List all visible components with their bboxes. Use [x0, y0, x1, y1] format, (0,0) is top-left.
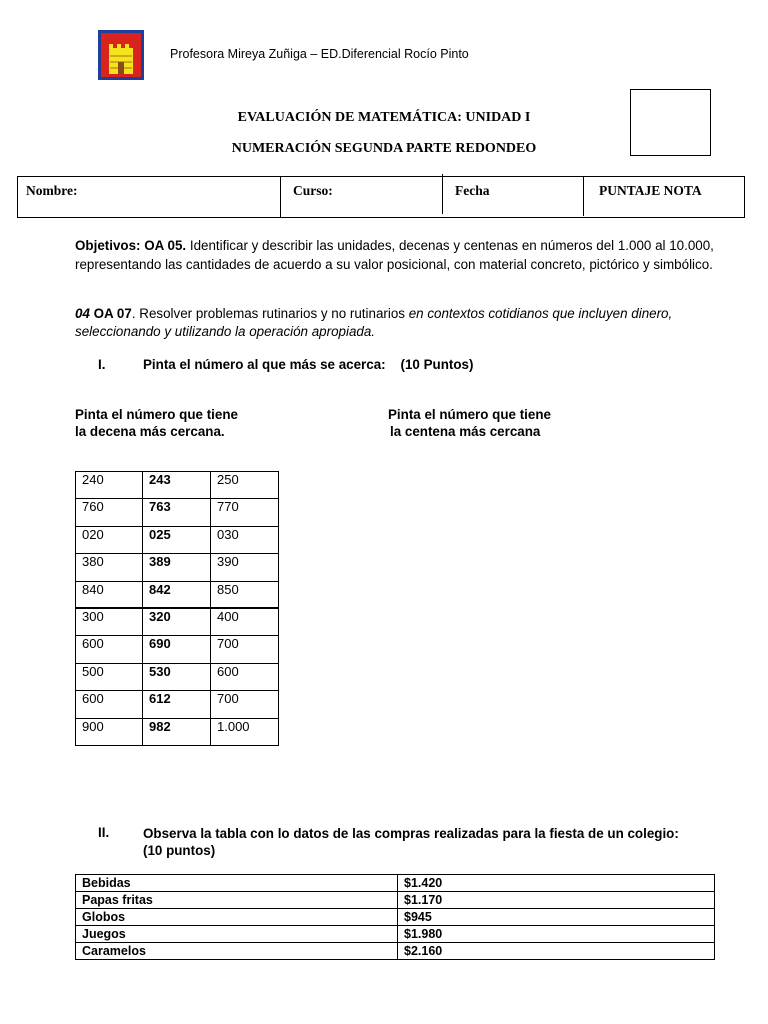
option-number-cell[interactable]: 300	[76, 608, 143, 635]
date-label: Fecha	[455, 183, 490, 198]
oa07-number: 04	[75, 306, 90, 321]
table-row	[76, 636, 279, 663]
item-name-cell: Bebidas	[76, 875, 398, 892]
section-1-title: Pinta el número al que más se acerca: (10 Puntos)	[143, 357, 474, 372]
table-row	[76, 691, 279, 718]
item-price-cell: $945	[398, 909, 715, 926]
right-column-heading: Pinta el número que tiene la centena más cercana	[388, 407, 551, 439]
exam-subtitle: NUMERACIÓN SEGUNDA PARTE REDONDEO	[231, 141, 537, 156]
target-number-cell: 320	[143, 608, 211, 635]
objectives-paragraph	[75, 236, 715, 274]
table-row	[76, 526, 279, 553]
grade-box[interactable]	[630, 89, 711, 156]
option-number-cell[interactable]: 030	[211, 526, 279, 553]
target-number-cell: 842	[143, 581, 211, 608]
divider	[280, 176, 281, 218]
table-row	[76, 943, 715, 960]
purchases-table	[75, 874, 715, 960]
divider	[442, 174, 443, 214]
option-number-cell[interactable]: 390	[211, 554, 279, 581]
option-number-cell[interactable]: 760	[76, 499, 143, 526]
objectives-label: Objetivos: OA 05.	[75, 238, 187, 253]
item-name-cell: Caramelos	[76, 943, 398, 960]
oa07-label: OA 07	[89, 306, 132, 321]
option-number-cell[interactable]: 500	[76, 663, 143, 690]
student-info-table	[17, 176, 745, 218]
name-label: Nombre:	[26, 183, 78, 198]
option-number-cell[interactable]: 900	[76, 718, 143, 745]
option-number-cell[interactable]: 850	[211, 581, 279, 608]
section-2-title: Observa la tabla con lo datos de las compras realizadas para la fiesta de un colegio: (10 puntos)	[143, 826, 679, 858]
option-number-cell[interactable]: 250	[211, 472, 279, 499]
target-number-cell: 690	[143, 636, 211, 663]
score-label: PUNTAJE NOTA	[599, 183, 702, 198]
item-name-cell: Papas fritas	[76, 892, 398, 909]
target-number-cell: 763	[143, 499, 211, 526]
table-row	[76, 581, 279, 608]
option-number-cell[interactable]: 240	[76, 472, 143, 499]
objectives-text: Identificar y describir las unidades, decenas y centenas en números del 1.000 al 10.000, representando las cantidades de acuerdo a su valor posicional, con material concreto, pictórico y simbólico.	[75, 238, 714, 272]
target-number-cell: 025	[143, 526, 211, 553]
section-1-number: I.	[98, 357, 106, 372]
table-row	[76, 718, 279, 745]
target-number-cell: 530	[143, 663, 211, 690]
option-number-cell[interactable]: 020	[76, 526, 143, 553]
table-row	[76, 554, 279, 581]
rounding-table	[75, 471, 279, 746]
option-number-cell[interactable]: 600	[211, 663, 279, 690]
item-price-cell: $1.420	[398, 875, 715, 892]
target-number-cell: 612	[143, 691, 211, 718]
target-number-cell: 243	[143, 472, 211, 499]
left-column-heading: Pinta el número que tiene la decena más cercana.	[75, 407, 238, 439]
item-price-cell: $2.160	[398, 943, 715, 960]
item-price-cell: $1.170	[398, 892, 715, 909]
target-number-cell: 982	[143, 718, 211, 745]
table-row	[76, 608, 279, 635]
teacher-names: Profesora Mireya Zuñiga – ED.Diferencial Rocío Pinto	[170, 47, 469, 61]
option-number-cell[interactable]: 380	[76, 554, 143, 581]
oa07-paragraph	[75, 305, 715, 341]
option-number-cell[interactable]: 700	[211, 636, 279, 663]
option-number-cell[interactable]: 400	[211, 608, 279, 635]
school-logo	[98, 30, 144, 80]
item-name-cell: Juegos	[76, 926, 398, 943]
divider	[583, 176, 584, 216]
target-number-cell: 389	[143, 554, 211, 581]
oa07-italic-text: en contextos cotidianos que incluyen dinero, seleccionando y utilizando la operación apropiada.	[75, 306, 673, 339]
table-row	[76, 926, 715, 943]
option-number-cell[interactable]: 840	[76, 581, 143, 608]
exam-title: EVALUACIÓN DE MATEMÁTICA: UNIDAD I	[237, 110, 531, 125]
option-number-cell[interactable]: 700	[211, 691, 279, 718]
item-name-cell: Globos	[76, 909, 398, 926]
table-row	[76, 499, 279, 526]
table-row	[76, 472, 279, 499]
option-number-cell[interactable]: 770	[211, 499, 279, 526]
option-number-cell[interactable]: 600	[76, 691, 143, 718]
table-row	[76, 909, 715, 926]
option-number-cell[interactable]: 1.000	[211, 718, 279, 745]
oa07-text: . Resolver problemas rutinarios y no rutinarios	[131, 306, 409, 321]
item-price-cell: $1.980	[398, 926, 715, 943]
table-row	[76, 875, 715, 892]
section-2-number: II.	[98, 825, 110, 840]
option-number-cell[interactable]: 600	[76, 636, 143, 663]
table-row	[76, 892, 715, 909]
course-label: Curso:	[293, 183, 333, 198]
table-row	[76, 663, 279, 690]
